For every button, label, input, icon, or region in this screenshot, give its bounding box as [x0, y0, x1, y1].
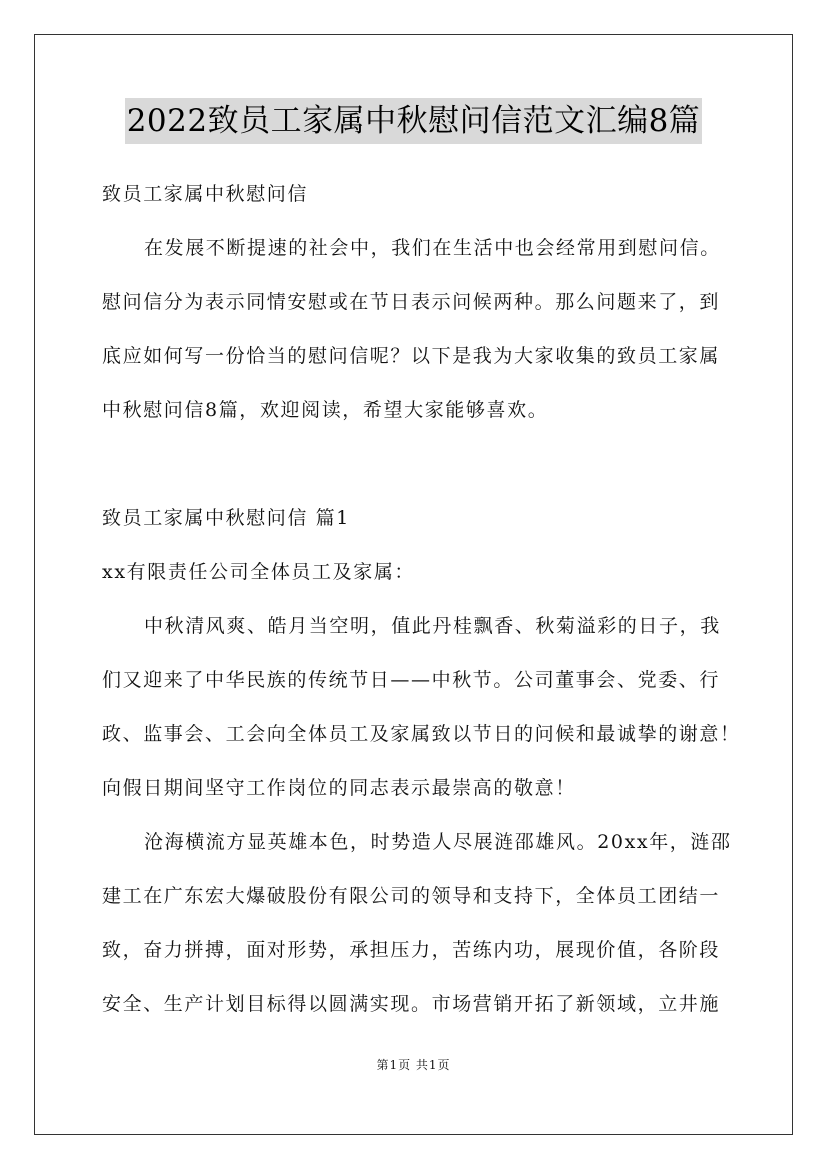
- section-heading: 致员工家属中秋慰问信 篇1: [102, 507, 350, 529]
- intro-line: 中秋慰问信8篇，欢迎阅读，希望大家能够喜欢。: [102, 399, 549, 421]
- page-number-footer: 第1页 共1页: [376, 1058, 451, 1072]
- paragraph-line: 政、监事会、工会向全体员工及家属致以节日的问候和最诚挚的谢意！: [102, 723, 741, 745]
- intro-line: 底应如何写一份恰当的慰问信呢？以下是我为大家收集的致员工家属: [102, 345, 721, 367]
- paragraph-line: 安全、生产计划目标得以圆满实现。市场营销开拓了新领域，立井施: [102, 993, 721, 1015]
- salutation: xx有限责任公司全体员工及家属：: [102, 561, 416, 583]
- paragraph-line: 沧海横流方显英雄本色，时势造人尽展涟邵雄风。20xx年，涟邵: [144, 831, 732, 853]
- intro-line: 慰问信分为表示同情安慰或在节日表示问候两种。那么问题来了，到: [102, 291, 721, 313]
- document-title: 2022致员工家属中秋慰问信范文汇编8篇: [125, 98, 703, 144]
- intro-line: 在发展不断提速的社会中，我们在生活中也会经常用到慰问信。: [144, 237, 721, 259]
- paragraph-line: 致，奋力拼搏，面对形势，承担压力，苦练内功，展现价值，各阶段: [102, 939, 721, 961]
- paragraph-line: 中秋清风爽、皓月当空明，值此丹桂飘香、秋菊溢彩的日子，我: [144, 615, 721, 637]
- title-container: [0, 98, 827, 144]
- intro-heading: 致员工家属中秋慰问信: [102, 183, 309, 205]
- paragraph-line: 建工在广东宏大爆破股份有限公司的领导和支持下，全体员工团结一: [102, 885, 721, 907]
- paragraph-line: 向假日期间坚守工作岗位的同志表示最崇高的敬意！: [102, 777, 576, 799]
- paragraph-line: 们又迎来了中华民族的传统节日——中秋节。公司董事会、党委、行: [102, 669, 721, 691]
